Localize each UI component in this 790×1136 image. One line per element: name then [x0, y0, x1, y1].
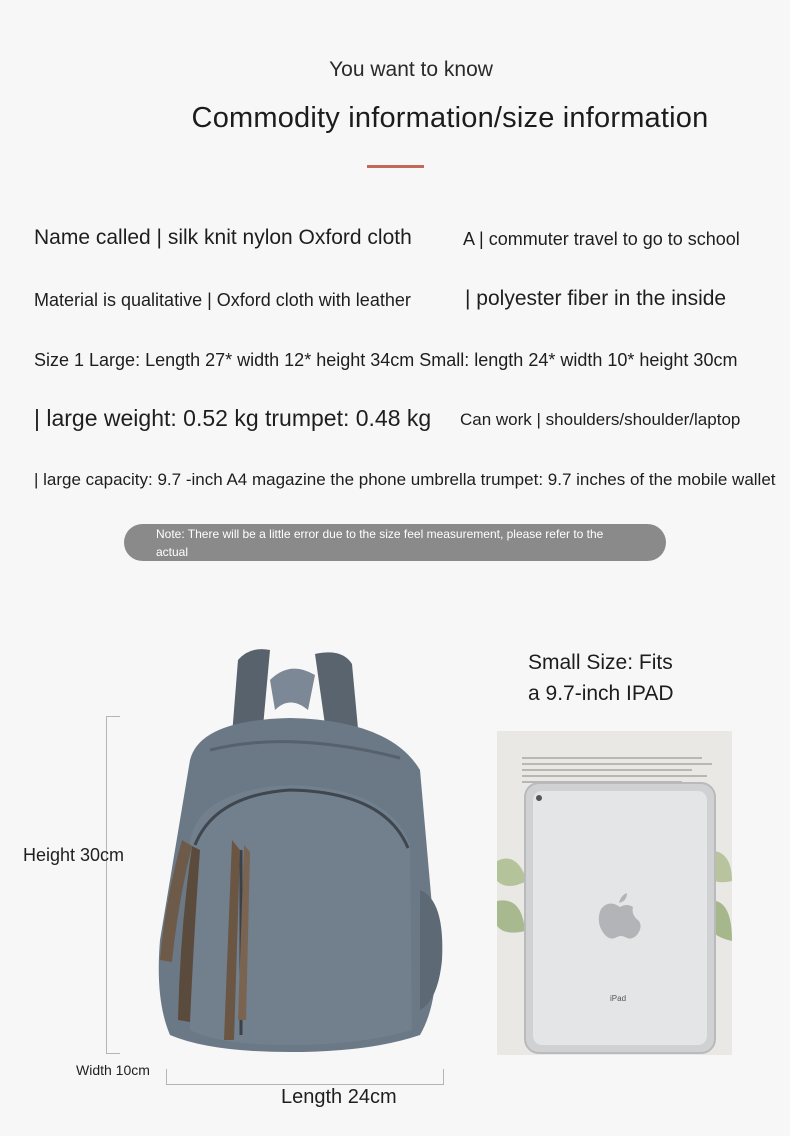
spec-carry: Can work | shoulders/shoulder/laptop	[460, 410, 741, 429]
spec-use: A | commuter travel to go to school	[463, 229, 740, 249]
page-title: Commodity information/size information	[191, 102, 709, 134]
spec-lining: | polyester fiber in the inside	[465, 287, 727, 310]
note-text: Note: There will be a little error due to the size feel measurement, please refer to the actual	[156, 527, 604, 559]
ipad-caption-line2: a 9.7-inch IPAD	[528, 682, 674, 705]
height-dimension-line	[106, 716, 117, 1054]
ipad-caption-line1: Small Size: Fits	[528, 651, 673, 674]
title-divider	[367, 165, 424, 168]
spec-material: Material is qualitative | Oxford cloth with leather	[34, 290, 411, 310]
length-dimension-line	[166, 1068, 444, 1085]
spec-capacity: | large capacity: 9.7 -inch A4 magazine the phone umbrella trumpet: 9.7 inches of the mobile wallet	[34, 470, 776, 489]
measurement-note	[124, 524, 666, 561]
height-label: Height 30cm	[23, 845, 125, 865]
ipad-caption	[528, 647, 674, 709]
ipad-device-label: iPad	[610, 994, 627, 1003]
length-label: Length 24cm	[281, 1086, 397, 1108]
ipad-photo	[497, 731, 732, 1055]
spec-weight: | large weight: 0.52 kg trumpet: 0.48 kg	[34, 405, 432, 431]
pre-title: You want to know	[329, 58, 493, 81]
spec-size: Size 1 Large: Length 27* width 12* height 34cm Small: length 24* width 10* height 30cm	[34, 350, 738, 370]
backpack-image	[120, 640, 460, 1070]
ipad-in-backpack-image	[497, 731, 732, 1055]
width-label: Width 10cm	[76, 1062, 150, 1078]
spec-name: Name called | silk knit nylon Oxford cloth	[34, 226, 412, 249]
